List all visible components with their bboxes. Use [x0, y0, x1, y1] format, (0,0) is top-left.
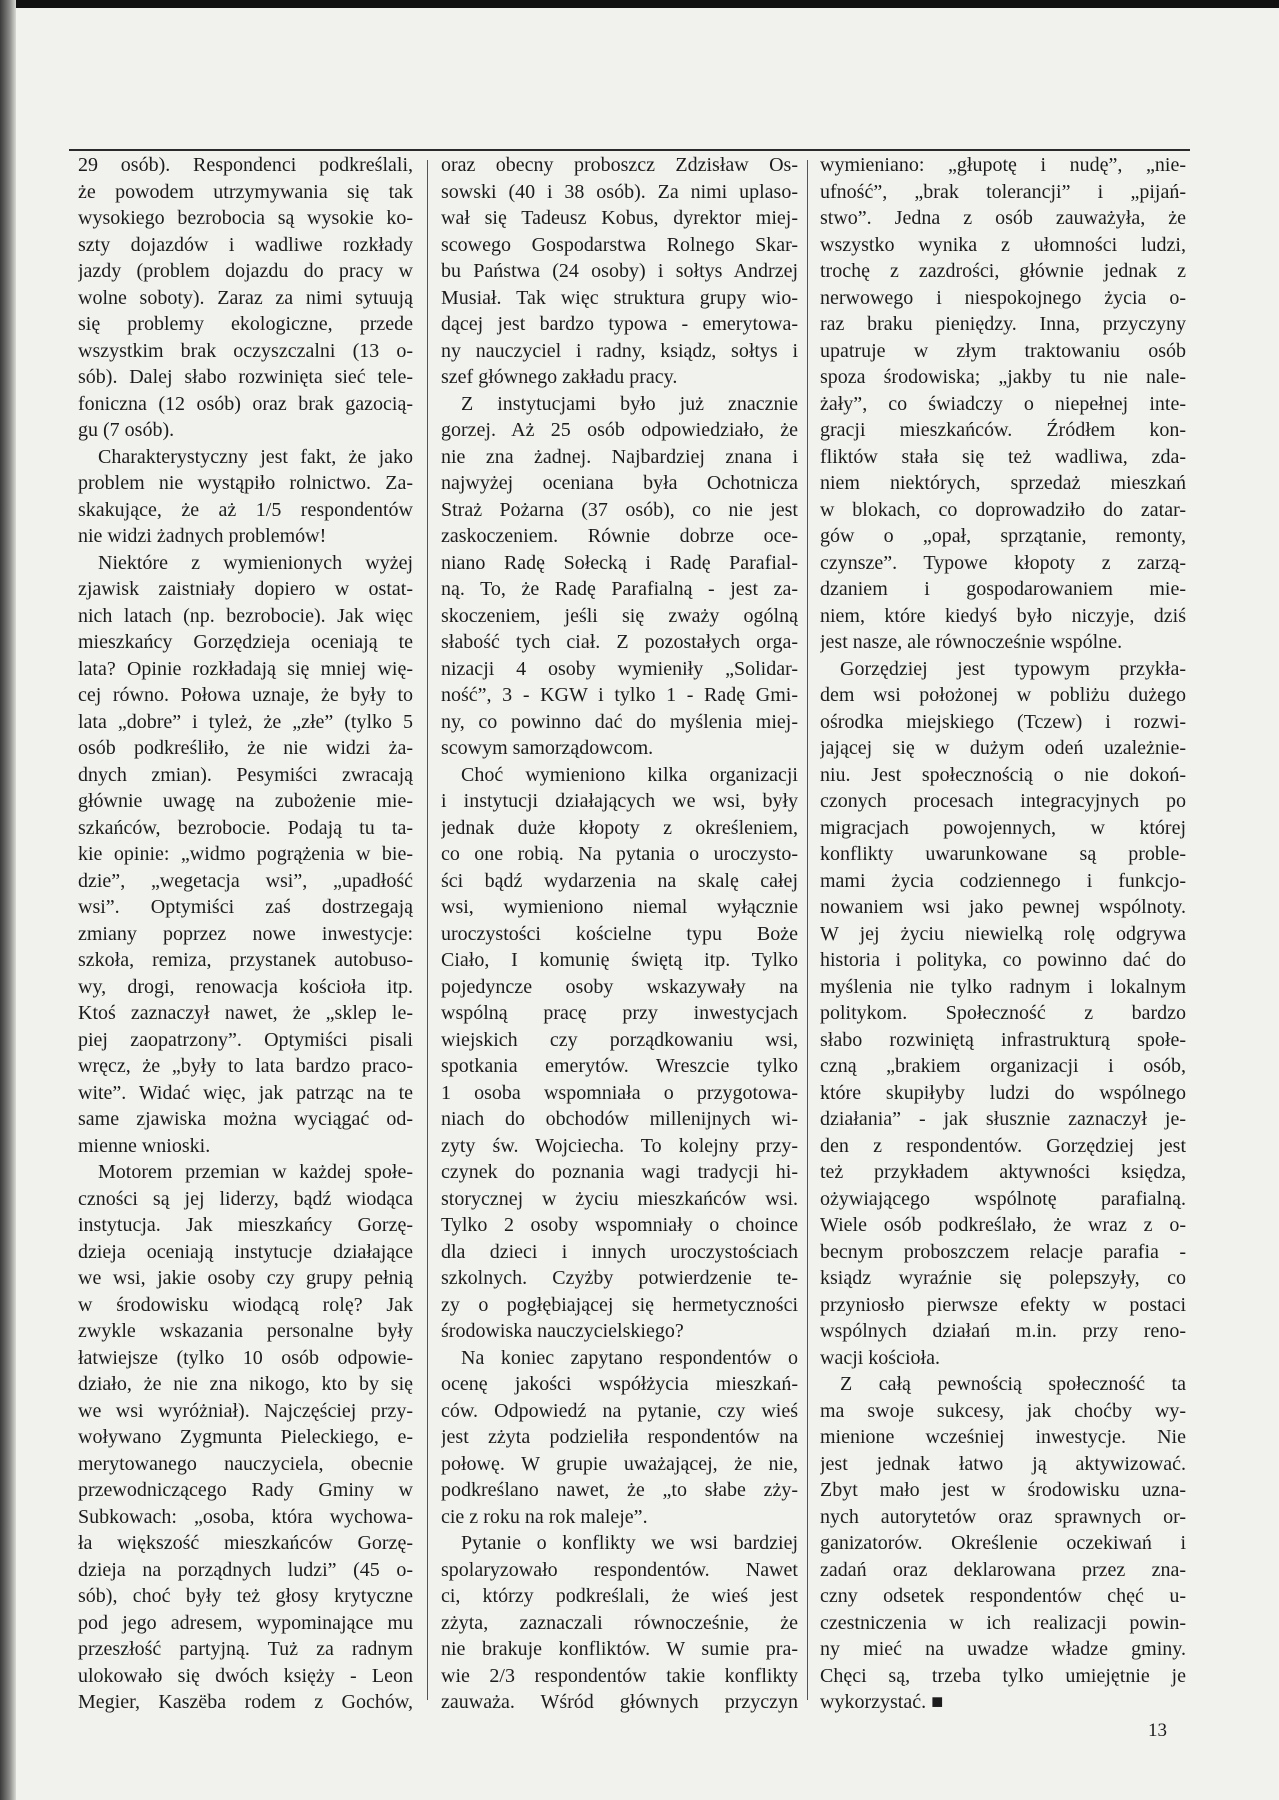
paragraph — [78, 550, 413, 1160]
text-line: Subkowach: „osoba, która wychowa- — [78, 1505, 413, 1528]
text-line: woływano Zygmunta Pieleckiego, e- — [78, 1426, 413, 1448]
text-line: historia i polityka, co powinno dać do — [820, 949, 1186, 971]
text-line: dnych zmian). Pesymiści zwracają — [78, 763, 413, 786]
text-line: podkreślano nawet, że „to słabe zży- — [441, 1479, 798, 1501]
text-line: merytowanego nauczyciela, obecnie — [78, 1452, 413, 1475]
text-line: też przykładem aktywności księdza, — [820, 1161, 1186, 1183]
text-line: dzie”, „wegetacja wsi”, „upadłość — [78, 869, 413, 892]
text-line: Z całą pewnością społeczność ta — [840, 1373, 1186, 1395]
text-line: Tylko 2 osoby wspomniały o choince — [441, 1214, 798, 1236]
header-rule — [69, 149, 1190, 151]
text-line: ośrodka miejskiego (Tczew) i rozwi- — [820, 710, 1186, 733]
text-line: dzaniem i gospodarowaniem mie- — [820, 578, 1186, 600]
text-line: W jej życiu niewielką rolę odgrywa — [820, 922, 1186, 945]
text-line: przeszłość partyjną. Tuż za radnym — [78, 1638, 413, 1660]
text-line: ganizatorów. Określenie oczekiwań i — [820, 1532, 1186, 1554]
text-line: wysokiego bezrobocia są wysokie ko- — [78, 207, 413, 229]
text-line: sowski (40 i 38 osób). Za nimi uplaso- — [441, 180, 798, 203]
text-line: wie 2/3 respondentów takie konflikty — [441, 1664, 798, 1687]
text-line: nizacji 4 osoby wymieniły „Solidar- — [441, 657, 798, 680]
text-line: wszystko wynika z ułomności ludzi, — [820, 233, 1186, 256]
text-line: zwykle wskazania personalne były — [78, 1320, 413, 1342]
text-line: dem wsi położonej w pobliżu dużego — [820, 684, 1186, 706]
paragraph — [820, 152, 1186, 656]
paragraph — [78, 152, 413, 444]
text-line: ny, co powinno dać do myślenia miej- — [441, 710, 798, 733]
text-line: łatwiejsze (tylko 10 osób odpowie- — [78, 1346, 413, 1369]
text-line: scowym samorządowcom. — [441, 737, 654, 759]
text-line: jest jednak łatwo ją aktywizować. — [820, 1452, 1186, 1475]
text-line: politykom. Społeczność z bardzo — [820, 1002, 1186, 1024]
text-line: słabość tych ciał. Z pozostałych orga- — [441, 631, 798, 653]
text-line: mienione wcześniej inwestycje. Nie — [820, 1426, 1186, 1448]
text-line: instytucja. Jak mieszkańcy Gorzę- — [78, 1214, 413, 1236]
paragraph — [78, 444, 413, 550]
paragraph — [441, 391, 798, 762]
text-line: ci, którzy podkreślali, że wieś jest — [441, 1585, 798, 1607]
text-line: jednak duże kłopoty z określeniem, — [441, 816, 798, 839]
text-line: wał się Tadeusz Kobus, dyrektor miej- — [441, 207, 798, 229]
text-line: wacji kościoła. — [820, 1346, 940, 1369]
text-line: den z respondentów. Gorzędziej jest — [820, 1134, 1186, 1157]
scan-top-edge — [0, 0, 1279, 8]
text-line: ksiądz wyraźnie się polepszyły, co — [820, 1267, 1186, 1289]
text-line: czestniczenia w ich realizacji powin- — [820, 1611, 1186, 1634]
text-line: we wsi wyróżniał). Najczęściej przy- — [78, 1399, 413, 1422]
text-line: nie widzi żadnych problemów! — [78, 525, 327, 547]
text-line: mami życia codziennego i funkcjo- — [820, 869, 1186, 892]
text-line: dącej jest bardzo typowa - emerytowa- — [441, 313, 798, 335]
text-line: zy o pogłębiającej się hermetyczności — [441, 1293, 798, 1316]
text-line: spolaryzowało respondentów. Nawet — [441, 1558, 798, 1581]
text-line: szef głównego zakładu pracy. — [441, 366, 678, 388]
text-line: skoczeniem, jeśli się zważy ogólną — [441, 604, 798, 627]
text-column-2 — [441, 152, 798, 1716]
text-line: ność”, 3 - KGW i tylko 1 - Radę Gmi- — [441, 684, 798, 706]
text-line: czną „brakiem organizacji i osób, — [820, 1055, 1186, 1077]
text-line: szkoła, remiza, przystanek autobuso- — [78, 949, 413, 971]
text-line: Gorzędziej jest typowym przykła- — [840, 657, 1186, 680]
text-line: czności są jej liderzy, bądź wiodąca — [78, 1187, 413, 1210]
text-line: jest zżyta podzieliła respondentów na — [441, 1426, 798, 1448]
text-line: szkańców, bezrobocie. Podają tu ta- — [78, 816, 413, 839]
text-line: co one robią. Na pytania o uroczysto- — [441, 843, 798, 865]
paragraph — [441, 1530, 798, 1716]
column-divider — [807, 160, 808, 1700]
text-line: storycznej w życiu mieszkańców wsi. — [441, 1187, 798, 1210]
text-line: Ciało, I komunię świętą itp. Tylko — [441, 949, 798, 971]
paragraph — [441, 152, 798, 391]
text-line: mieszkańcy Gorzędzieja oceniają te — [78, 631, 413, 653]
text-column-1 — [78, 152, 413, 1716]
text-line: gracji mieszkańców. Źródłem kon- — [820, 419, 1186, 441]
text-line: czynek do poznania wagi tradycji hi- — [441, 1161, 798, 1183]
text-line: skakujące, że aż 1/5 respondentów — [78, 498, 413, 521]
text-line: wspólną pracę przy inwestycjach — [441, 1002, 798, 1024]
text-line: Charakterystyczny jest fakt, że jako — [98, 445, 413, 468]
text-line: niu. Jest społecznością o nie dokoń- — [820, 763, 1186, 786]
text-line: czny odsetek respondentów chęć u- — [820, 1585, 1186, 1607]
text-line: wręcz, że „były to lata bardzo praco- — [78, 1055, 413, 1077]
text-line: Wiele osób podkreślało, że wraz z o- — [820, 1214, 1186, 1236]
text-line: jającej się w dużym odeń uzależnie- — [820, 737, 1186, 759]
text-line: nie brakuje konfliktów. W sumie pra- — [441, 1638, 798, 1660]
text-line: niem, które kiedyś było niczyje, dziś — [820, 604, 1186, 627]
text-line: żały”, co świadczy o niepełnej inte- — [820, 392, 1186, 415]
text-line: ła większość mieszkańców Gorzę- — [78, 1532, 413, 1554]
text-line: szkolnych. Czyżby potwierdzenie te- — [441, 1267, 798, 1289]
text-line: ufność”, „brak tolerancji” i „pijań- — [820, 180, 1186, 203]
text-line: ści bądź wydarzenia na skalę całej — [441, 869, 798, 892]
text-line: upatruje w złym traktowaniu osób — [820, 339, 1186, 362]
text-line: uroczystości kościelne typu Boże — [441, 922, 798, 945]
text-line: nych autorytetów oraz sprawnych or- — [820, 1505, 1186, 1528]
text-line: becnym proboszczem relacje parafia - — [820, 1240, 1186, 1263]
text-line: zaskoczeniem. Równie dobrze oce- — [441, 525, 798, 547]
text-line: sób). Dalej słabo rozwinięta sieć tele- — [78, 366, 413, 388]
text-line: 1 osoba wspomniała o przygotowa- — [441, 1081, 798, 1104]
text-line: zżyta, zaznaczali równocześnie, że — [441, 1611, 798, 1634]
text-line: gorzej. Aż 25 osób odpowiedziało, że — [441, 419, 798, 441]
text-line: Musiał. Tak więc struktura grupy wio- — [441, 286, 798, 309]
text-line: zauważa. Wśród głównych przyczyn — [441, 1691, 798, 1713]
text-line: Megier, Kaszëba rodem z Gochów, — [78, 1691, 413, 1713]
text-line: 29 osób). Respondenci podkreślali, — [78, 154, 413, 176]
paragraph — [441, 1345, 798, 1531]
text-line: we wsi, jakie osoby czy grupy pełnią — [78, 1267, 413, 1289]
text-line: nerwowego i niespokojnego życia o- — [820, 286, 1186, 309]
text-line: bu Państwa (24 osoby) i sołtys Andrzej — [441, 260, 798, 282]
text-line: głównie uwagę na zubożenie mie- — [78, 790, 413, 812]
text-line: gów o „opał, sprzątanie, remonty, — [820, 525, 1186, 547]
text-line: spoza środowiska; „jakby tu nie nale- — [820, 366, 1186, 388]
text-line: które skupiłyby ludzi do wspólnego — [820, 1081, 1186, 1104]
text-line: piej zaopatrzony”. Optymiści pisali — [78, 1028, 413, 1051]
text-line: ców. Odpowiedź na pytanie, czy wieś — [441, 1399, 798, 1422]
text-line: raz braku pieniędzy. Inna, przyczyny — [820, 313, 1186, 335]
paragraph — [78, 1159, 413, 1716]
text-line: działania” - jak słusznie zaznaczył je- — [820, 1108, 1186, 1130]
text-line: jest nasze, ale równocześnie wspólne. — [820, 631, 1123, 653]
text-line: środowiska nauczycielskiego? — [441, 1320, 684, 1342]
text-line: ma swoje sukcesy, jak choćby wy- — [820, 1399, 1186, 1422]
text-line: wszystkim brak oczyszczalni (13 o- — [78, 339, 413, 362]
text-line: wsi, wymieniono niemal wyłącznie — [441, 896, 798, 918]
text-line: foniczna (12 osób) oraz brak gazocią- — [78, 392, 413, 415]
text-line: wite”. Widać więc, jak patrząc na te — [78, 1081, 413, 1104]
text-line: zadań oraz deklarowana przez zna- — [820, 1558, 1186, 1581]
text-line: Ktoś zaznaczył nawet, że „sklep le- — [78, 1002, 413, 1024]
text-line: zyty św. Wojciecha. To kolejny przy- — [441, 1134, 798, 1157]
text-line: w środowisku wiodącą rolę? Jak — [78, 1293, 413, 1316]
text-line: czonych procesach integracyjnych po — [820, 790, 1186, 812]
text-line: stwo”. Jedna z osób zauważyła, że — [820, 207, 1186, 229]
text-line: Chęci są, trzeba tylko umiejętnie je — [820, 1664, 1186, 1687]
text-line: spotkania emerytów. Wreszcie tylko — [441, 1055, 798, 1077]
text-line: niach do obchodów millenijnych wi- — [441, 1108, 798, 1130]
text-line: trochę z zazdrości, głównie jednak z — [820, 260, 1186, 282]
text-line: pod jego adresem, wypominające mu — [78, 1611, 413, 1634]
text-line: Pytanie o konflikty we wsi bardziej — [461, 1532, 798, 1554]
text-line: się problemy ekologiczne, przede — [78, 313, 413, 335]
text-line: nowaniem wsi jako pewnej wspólnoty. — [820, 896, 1186, 918]
text-line: gu (7 osób). — [78, 419, 175, 441]
text-line: jazdy (problem dojazdu do pracy w — [78, 260, 413, 282]
text-line: migracjach powojennych, w której — [820, 816, 1186, 839]
paragraph — [820, 1371, 1186, 1716]
text-line: Motorem przemian w każdej społe- — [98, 1161, 413, 1183]
text-line: dzieja oceniają instytucje działające — [78, 1240, 413, 1263]
text-line: lata „dobre” i tyleż, że „złe” (tylko 5 — [78, 710, 413, 733]
text-line: Na koniec zapytano respondentów o — [461, 1346, 798, 1369]
text-line: zjawisk zaistniały dopiero w ostat- — [78, 578, 413, 600]
text-line: wymieniano: „głupotę i nudę”, „nie- — [820, 154, 1186, 176]
text-line: niem niektórych, sprzedaż mieszkań — [820, 472, 1186, 494]
text-line: że powodem utrzymywania się tak — [78, 180, 413, 203]
text-line: w blokach, co doprowadziło do zatar- — [820, 498, 1186, 521]
text-line: połowę. W grupie uważającej, że nie, — [441, 1452, 798, 1475]
text-line: Zbyt mało jest w środowisku uzna- — [820, 1479, 1186, 1501]
text-line: szty dojazdów i wadliwe rozkłady — [78, 233, 413, 256]
text-line: mienne wnioski. — [78, 1134, 211, 1157]
text-line: osób podkreśliło, że nie widzi ża- — [78, 737, 413, 759]
text-line: czynsze”. Typowe kłopoty z zarzą- — [820, 551, 1186, 574]
text-line: problem nie wystąpiło rolnictwo. Za- — [78, 472, 413, 494]
text-line: najwyżej oceniana była Ochotnicza — [441, 472, 798, 494]
text-line: oraz obecny proboszcz Zdzisław Os- — [441, 154, 798, 176]
column-divider — [427, 160, 428, 1700]
text-line: pojedyncze osoby wskazywały na — [441, 975, 798, 998]
text-line: wykorzystać. ■ — [820, 1691, 944, 1713]
text-line: i instytucji działających we wsi, były — [441, 790, 798, 812]
text-line: ny mieć na uwadze władze gminy. — [820, 1638, 1186, 1660]
text-line: wiejskich czy porządkowaniu wsi, — [441, 1028, 798, 1051]
text-line: lata? Opinie rozkładają się mniej wię- — [78, 657, 413, 680]
text-line: działo, że nie zna nikogo, kto by się — [78, 1373, 413, 1395]
text-line: ulokowało się dwóch księży - Leon — [78, 1664, 413, 1687]
text-line: wspólnych działań m.in. przy reno- — [820, 1320, 1186, 1342]
text-line: ocenę jakości współżycia mieszkań- — [441, 1373, 798, 1395]
text-line: dzieja na porządnych ludzi” (45 o- — [78, 1558, 413, 1581]
text-line: niano Radę Sołecką i Radę Parafial- — [441, 551, 798, 574]
text-line: słabo rozwiniętą infrastrukturą społe- — [820, 1028, 1186, 1051]
paragraph — [441, 762, 798, 1345]
text-line: zmiany poprzez nowe inwestycje: — [78, 922, 413, 945]
text-line: nie zna żadnej. Najbardziej znana i — [441, 445, 798, 468]
text-line: ożywiającego wspólnotę parafialną. — [820, 1187, 1186, 1210]
text-line: cie z roku na rok maleje”. — [441, 1505, 648, 1528]
text-line: wsi”. Optymiści zaś dostrzegają — [78, 896, 413, 918]
text-line: ny nauczyciel i radny, ksiądz, sołtys i — [441, 339, 798, 362]
text-line: wy, drogi, renowacja kościoła itp. — [78, 975, 413, 998]
text-column-3 — [820, 152, 1186, 1716]
text-line: sób), choć były też głosy krytyczne — [78, 1585, 413, 1607]
text-line: wolne soboty). Zaraz za nimi sytuują — [78, 286, 413, 309]
page-number: 13 — [1148, 1720, 1167, 1741]
text-line: same zjawiska można wyciągać od- — [78, 1108, 413, 1130]
text-line: ną. To, że Radę Parafialną - jest za- — [441, 578, 798, 600]
text-line: scowego Gospodarstwa Rolnego Skar- — [441, 233, 798, 256]
text-line: Z instytucjami było już znacznie — [461, 392, 798, 415]
text-line: fliktów stała się też wadliwa, zda- — [820, 445, 1186, 468]
text-line: kie opinie: „widmo pogrążenia w bie- — [78, 843, 413, 865]
text-line: cej równo. Połowa uznaje, że były to — [78, 684, 413, 706]
paragraph — [820, 656, 1186, 1372]
text-line: Choć wymieniono kilka organizacji — [461, 763, 798, 786]
text-line: nich latach (np. bezrobocie). Jak więc — [78, 604, 413, 627]
text-line: myślenia nie tylko radnym i lokalnym — [820, 975, 1186, 998]
text-line: konflikty uwarunkowane są proble- — [820, 843, 1186, 865]
text-line: przyniosło pierwsze efekty w postaci — [820, 1293, 1186, 1316]
scan-binding-edge — [0, 0, 16, 1800]
text-line: Straż Pożarna (37 osób), co nie jest — [441, 498, 798, 521]
text-line: Niektóre z wymienionych wyżej — [98, 551, 413, 574]
text-line: przewodniczącego Rady Gminy w — [78, 1479, 413, 1501]
text-line: dla dzieci i innych uroczystościach — [441, 1240, 798, 1263]
